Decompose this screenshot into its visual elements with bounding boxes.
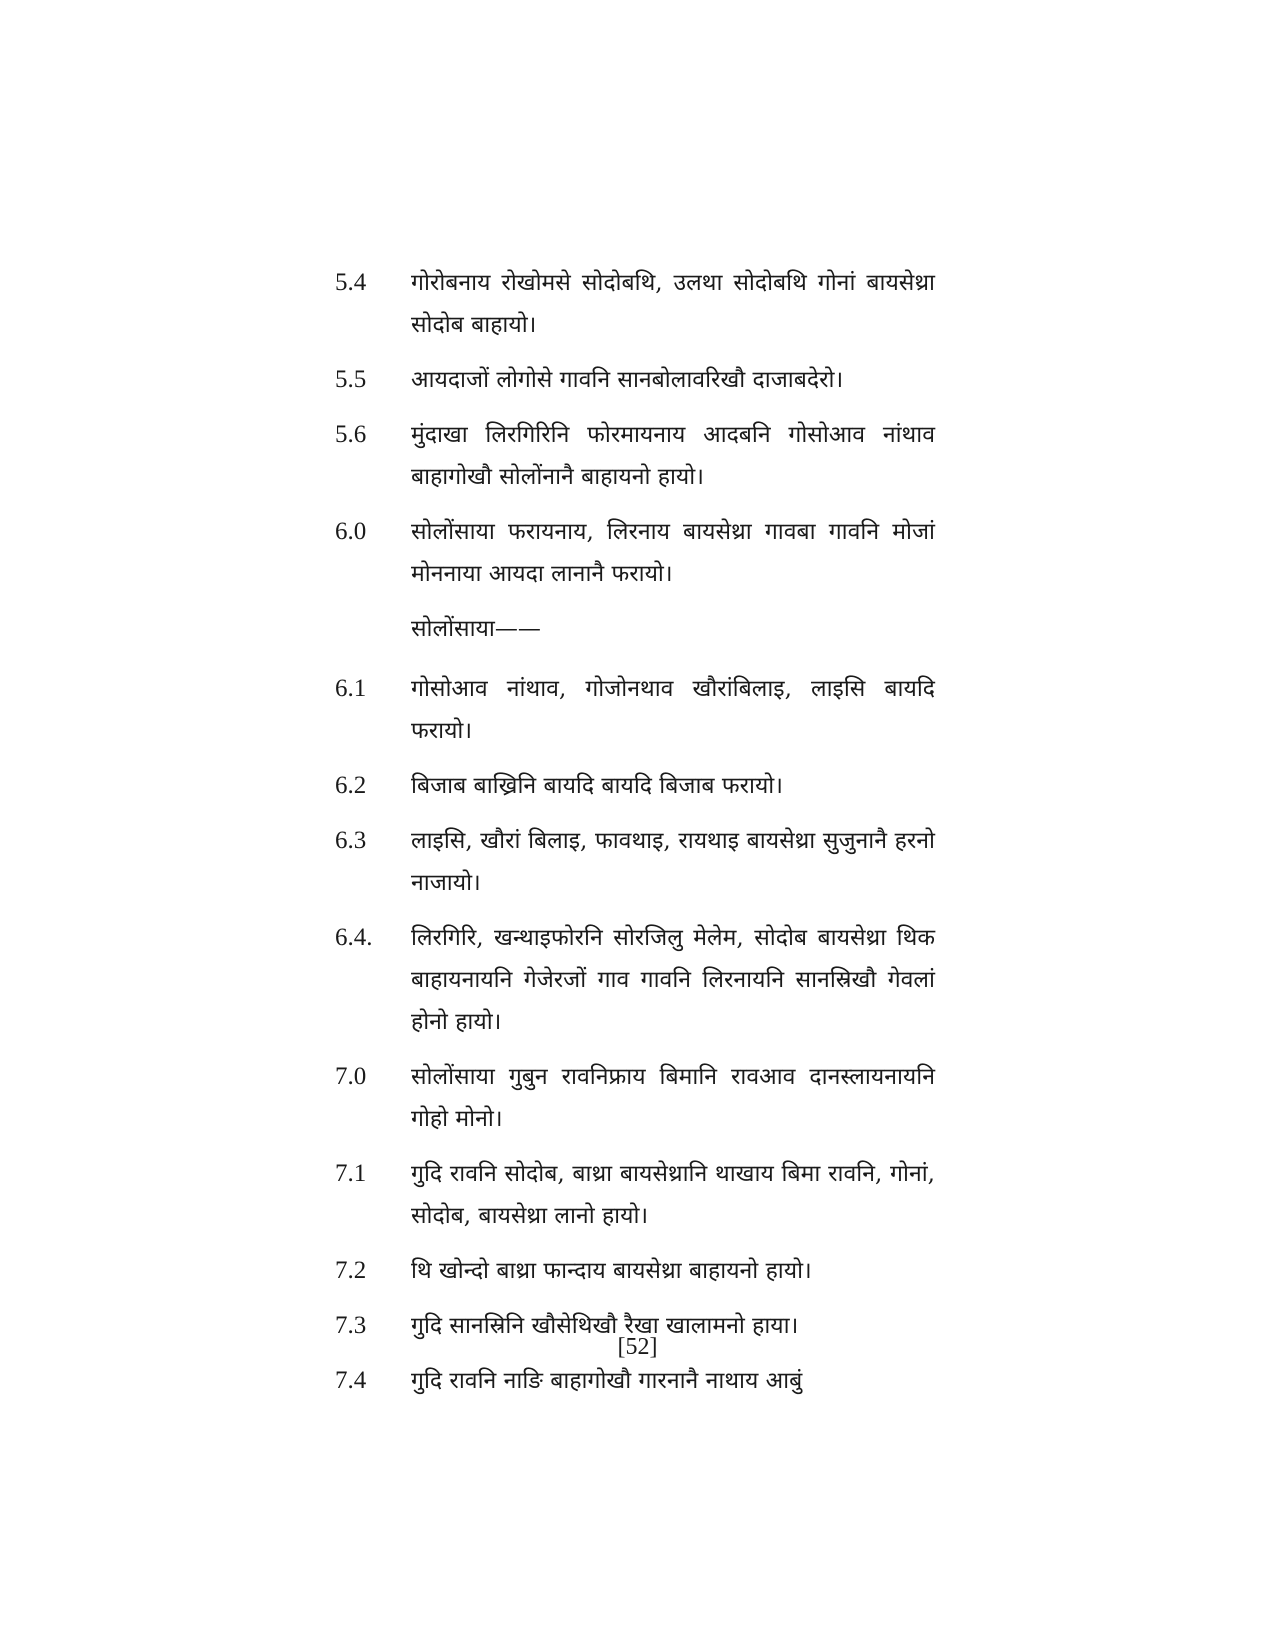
item-number: 6.0 xyxy=(335,518,367,545)
item-text: बिजाब बाख्रिनि बायदि बायदि बिजाब फरायो। xyxy=(411,773,783,799)
item-text: सोलोंसाया फरायनाय, लिरनाय बायसेथ्रा गावबा गावनि मोजां मोननाया आयदा लानानै फरायो। xyxy=(411,519,935,587)
item-text: गुदि रावनि नाङि बाहागोखौ गारनानै नाथाय आबुं xyxy=(411,1368,803,1394)
item-number: 6.2 xyxy=(335,772,367,799)
item-text: मुंदाखा लिरगिरिनि फोरमायनाय आदबनि गोसोआव नांथाव बाहागोखौ सोलोंनानै बाहायनो हायो। xyxy=(411,422,935,490)
item-number: 7.3 xyxy=(335,1312,367,1339)
item-number: 6.1 xyxy=(335,675,367,702)
list-item xyxy=(335,765,935,807)
list-item xyxy=(335,820,935,904)
item-number: 6.4. xyxy=(335,924,373,951)
item-text: लिरगिरि, खन्थाइफोरनि सोरजिलु मेलेम, सोदोब बायसेथ्रा थिक बाहायनायनि गेजेरजों गाव गावनि लिरनायनि सानस्रिखौ गेवलां होनो हायो। xyxy=(411,925,935,1035)
item-number: 7.4 xyxy=(335,1367,367,1394)
item-text: गोरोबनाय रोखोमसे सोदोबथि, उलथा सोदोबथि गोनां बायसेथ्रा सोदोब बाहायो। xyxy=(411,270,935,338)
item-number: 7.0 xyxy=(335,1063,367,1090)
list-item xyxy=(335,1153,935,1237)
item-text: सोलोंसाया गुबुन रावनिफ्राय बिमानि रावआव दानस्लायनायनि गोहो मोनो। xyxy=(411,1064,935,1132)
list-item xyxy=(335,917,935,1043)
list-item xyxy=(335,1056,935,1140)
numbered-list xyxy=(335,262,935,1415)
list-item xyxy=(335,414,935,498)
item-text: लाइसि, खौरां बिलाइ, फावथाइ, रायथाइ बायसेथ्रा सुजुनानै हरनो नाजायो। xyxy=(411,828,935,896)
item-text: गुदि सानस्रिनि खौसेथिखौ रैखा खालामनो हाया। xyxy=(411,1313,799,1339)
page-number: [52] xyxy=(617,1334,658,1360)
item-text: आयदाजों लोगोसे गावनि सानबोलावरिखौ दाजाबदेरो। xyxy=(411,367,844,393)
item-text: थि खोन्दो बाथ्रा फान्दाय बायसेथ्रा बाहायनो हायो। xyxy=(411,1258,812,1284)
list-item xyxy=(335,359,935,401)
list-item xyxy=(335,1250,935,1292)
subheading: सोलोंसाया—— xyxy=(411,616,541,642)
list-item xyxy=(335,511,935,595)
item-number: 7.2 xyxy=(335,1257,367,1284)
list-item xyxy=(335,1360,935,1402)
item-number: 5.4 xyxy=(335,269,367,296)
item-number: 5.5 xyxy=(335,366,367,393)
item-number: 7.1 xyxy=(335,1160,367,1187)
item-number: 6.3 xyxy=(335,827,367,854)
list-item xyxy=(335,668,935,752)
list-item xyxy=(335,262,935,346)
item-number: 5.6 xyxy=(335,421,367,448)
item-text: गोसोआव नांथाव, गोजोनथाव खौरांबिलाइ, लाइसि बायदि फरायो। xyxy=(411,676,935,744)
item-text: गुदि रावनि सोदोब, बाथ्रा बायसेथ्रानि थाखाय बिमा रावनि, गोनां, सोदोब, बायसेथ्रा लानो हायो। xyxy=(411,1161,935,1229)
